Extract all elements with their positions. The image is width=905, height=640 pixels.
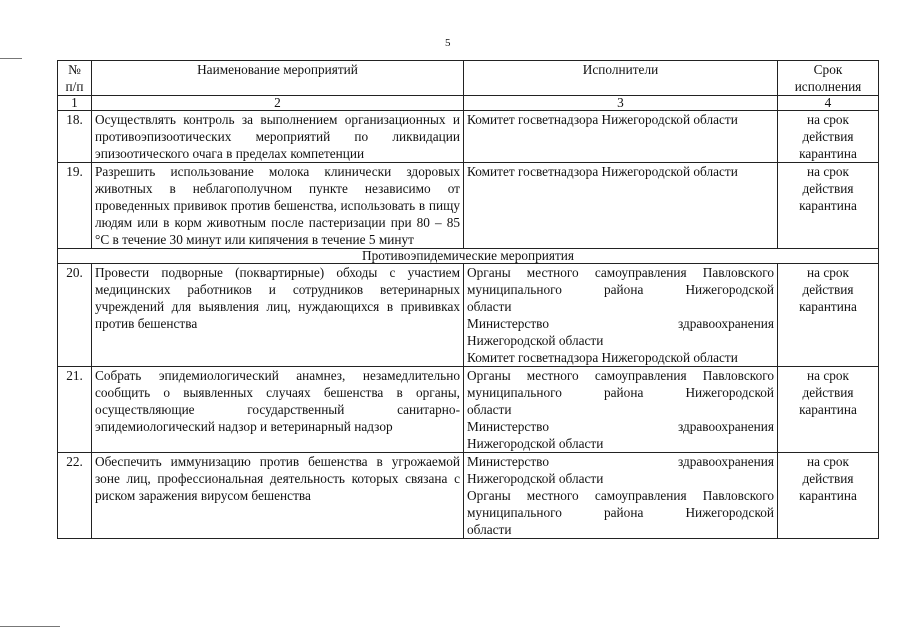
table-header-row bbox=[58, 61, 879, 96]
page-number: 5 bbox=[445, 37, 451, 49]
column-index-cell: 4 bbox=[778, 96, 879, 111]
measure-name: Обеспечить иммунизацию против бешенства в угрожаемой зоне лиц, профессиональная деятельность которых связана с риском заражения вирусом бешенства bbox=[92, 453, 464, 539]
executor-line: Нижегородской области bbox=[467, 471, 604, 486]
term-cell: на срок действия карантина bbox=[778, 367, 879, 453]
term-cell: на срок действия карантина bbox=[778, 453, 879, 539]
header-executors: Исполнители bbox=[464, 61, 778, 96]
executor-line: Нижегородской области bbox=[467, 436, 604, 451]
executor-line: Органы местного самоуправления Павловского bbox=[467, 488, 774, 503]
column-index-row bbox=[58, 96, 879, 111]
column-index-cell: 3 bbox=[464, 96, 778, 111]
table-row bbox=[58, 453, 879, 539]
executor-line: Комитет госветнадзора Нижегородской области bbox=[467, 112, 738, 127]
table-row bbox=[58, 163, 879, 249]
executors-cell bbox=[464, 367, 778, 453]
executors-cell bbox=[464, 111, 778, 163]
column-index-cell: 1 bbox=[58, 96, 92, 111]
executors-cell bbox=[464, 453, 778, 539]
scan-edge-mark bbox=[0, 58, 22, 59]
section-row bbox=[58, 249, 879, 264]
row-number: 20. bbox=[58, 264, 92, 367]
measure-name: Осуществлять контроль за выполнением организационных и противоэпизоотических мероприятий по ликвидации эпизоотического очага в пределах компетенции bbox=[92, 111, 464, 163]
term-cell: на срок действия карантина bbox=[778, 163, 879, 249]
header-term: Срок исполнения bbox=[778, 61, 879, 96]
header-num: № п/п bbox=[58, 61, 92, 96]
executor-line: области bbox=[467, 402, 512, 417]
measure-name: Разрешить использование молока клинически здоровых животных в неблагополучном пункте независимо от проведенных прививок против бешенства, использовать в пищу людям или в корм животным после пастеризации при 80 – 85 °С в течение 30 минут или кипячения в течение 5 минут bbox=[92, 163, 464, 249]
row-number: 22. bbox=[58, 453, 92, 539]
section-title: Противоэпидемические мероприятия bbox=[58, 249, 879, 264]
row-number: 18. bbox=[58, 111, 92, 163]
header-name: Наименование мероприятий bbox=[92, 61, 464, 96]
executor-line: Министерство здравоохранения bbox=[467, 454, 774, 469]
table-row bbox=[58, 264, 879, 367]
row-number: 19. bbox=[58, 163, 92, 249]
executor-line: Комитет госветнадзора Нижегородской области bbox=[467, 164, 738, 179]
column-index-cell: 2 bbox=[92, 96, 464, 111]
scan-edge-mark bbox=[0, 626, 60, 627]
executor-line: Органы местного самоуправления Павловского bbox=[467, 368, 774, 383]
executor-line: Нижегородской области bbox=[467, 333, 604, 348]
executor-line: муниципального района Нижегородской bbox=[467, 505, 774, 520]
measures-table bbox=[57, 60, 879, 539]
executor-line: Министерство здравоохранения bbox=[467, 316, 774, 331]
term-cell: на срок действия карантина bbox=[778, 111, 879, 163]
executor-line: муниципального района Нижегородской bbox=[467, 385, 774, 400]
executor-line: муниципального района Нижегородской bbox=[467, 282, 774, 297]
executor-line: Органы местного самоуправления Павловского bbox=[467, 265, 774, 280]
executors-cell bbox=[464, 264, 778, 367]
measure-name: Провести подворные (поквартирные) обходы с участием медицинских работников и сотрудников ветеринарных учреждений для выявления лиц, нуждающихся в прививках против бешенства bbox=[92, 264, 464, 367]
measure-name: Собрать эпидемиологический анамнез, незамедлительно сообщить о выявленных случаях бешенства в органы, осуществляющие государственный санитарно-эпидемиологический надзор и ветеринарный надзор bbox=[92, 367, 464, 453]
executor-line: области bbox=[467, 299, 512, 314]
table-row bbox=[58, 111, 879, 163]
executor-line: Комитет госветнадзора Нижегородской области bbox=[467, 350, 738, 365]
executor-line: Министерство здравоохранения bbox=[467, 419, 774, 434]
executor-line: области bbox=[467, 522, 512, 537]
row-number: 21. bbox=[58, 367, 92, 453]
term-cell: на срок действия карантина bbox=[778, 264, 879, 367]
table-row bbox=[58, 367, 879, 453]
executors-cell bbox=[464, 163, 778, 249]
